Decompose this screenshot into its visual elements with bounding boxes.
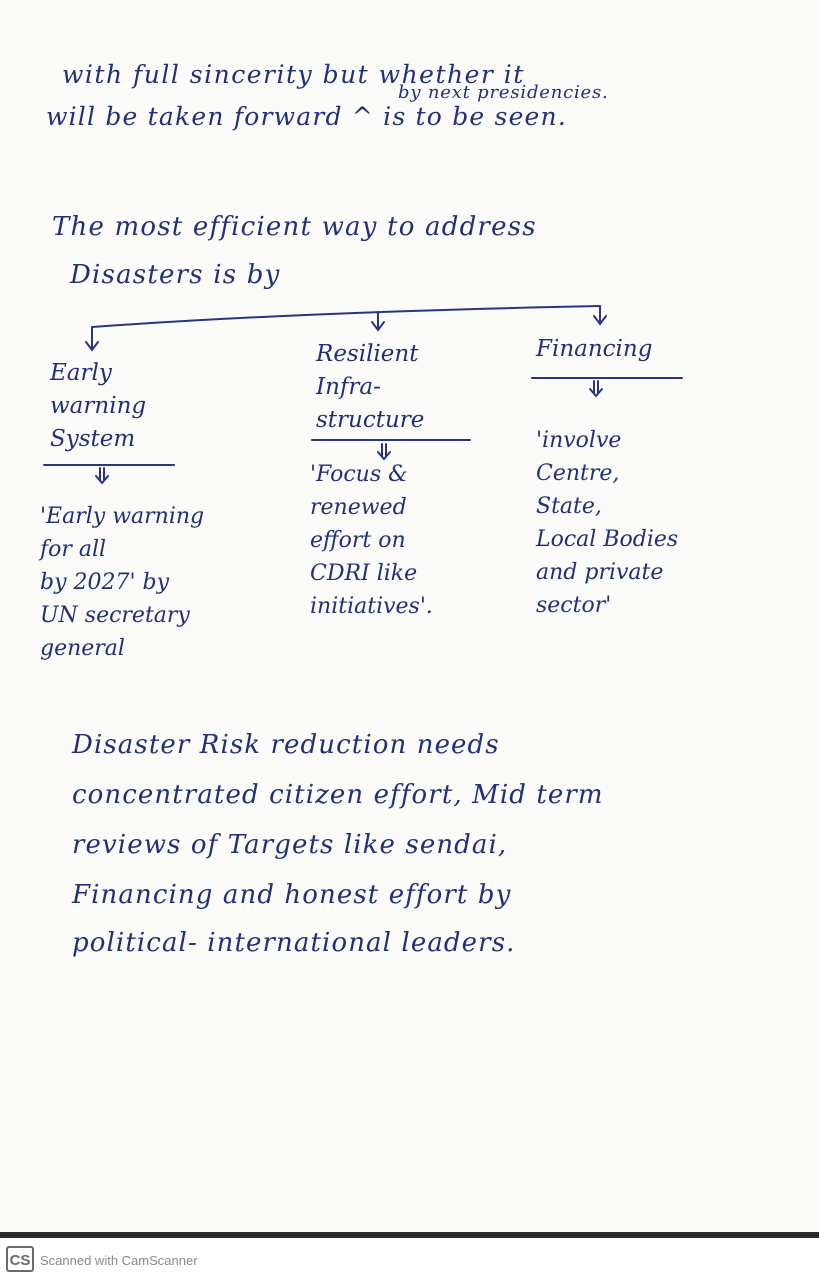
double-arrow-1 <box>96 468 108 483</box>
camscanner-label: Scanned with CamScanner <box>40 1253 198 1268</box>
top-text-line-1: with full sincerity but whether it <box>62 60 525 89</box>
branch-1-body: 'Early warning for all by 2027' by UN secretary general <box>40 504 205 661</box>
branch-connector-horizontal <box>92 306 600 327</box>
double-arrow-3 <box>590 381 602 396</box>
branch-3-body: 'involve Centre, State, Local Bodies and private sector' <box>536 428 679 618</box>
branch-2-title: Resilient Infra- structure <box>316 341 425 433</box>
camscanner-logo-icon: CS <box>6 1246 34 1272</box>
intro-line-1: The most efficient way to address <box>52 212 537 242</box>
branch-2-body: 'Focus & renewed effort on CDRI like initiatives'. <box>310 462 433 619</box>
conclusion-line-3: reviews of Targets like sendai, <box>72 830 508 860</box>
branch-1-title: Early warning System <box>50 360 147 452</box>
page-bottom-edge <box>0 1232 819 1238</box>
conclusion-line-4: Financing and honest effort by <box>72 880 512 910</box>
top-text-line-2: will be taken forward ^ is to be seen. <box>46 102 568 131</box>
conclusion-line-2: concentrated citizen effort, Mid term <box>72 780 604 810</box>
double-arrow-2 <box>378 444 390 459</box>
conclusion-line-5: political- international leaders. <box>72 928 516 958</box>
conclusion-line-1: Disaster Risk reduction needs <box>72 730 500 760</box>
intro-line-2: Disasters is by <box>70 260 281 290</box>
top-text-insertion: by next presidencies. <box>398 82 609 103</box>
branch-3-title: Financing <box>536 336 653 362</box>
